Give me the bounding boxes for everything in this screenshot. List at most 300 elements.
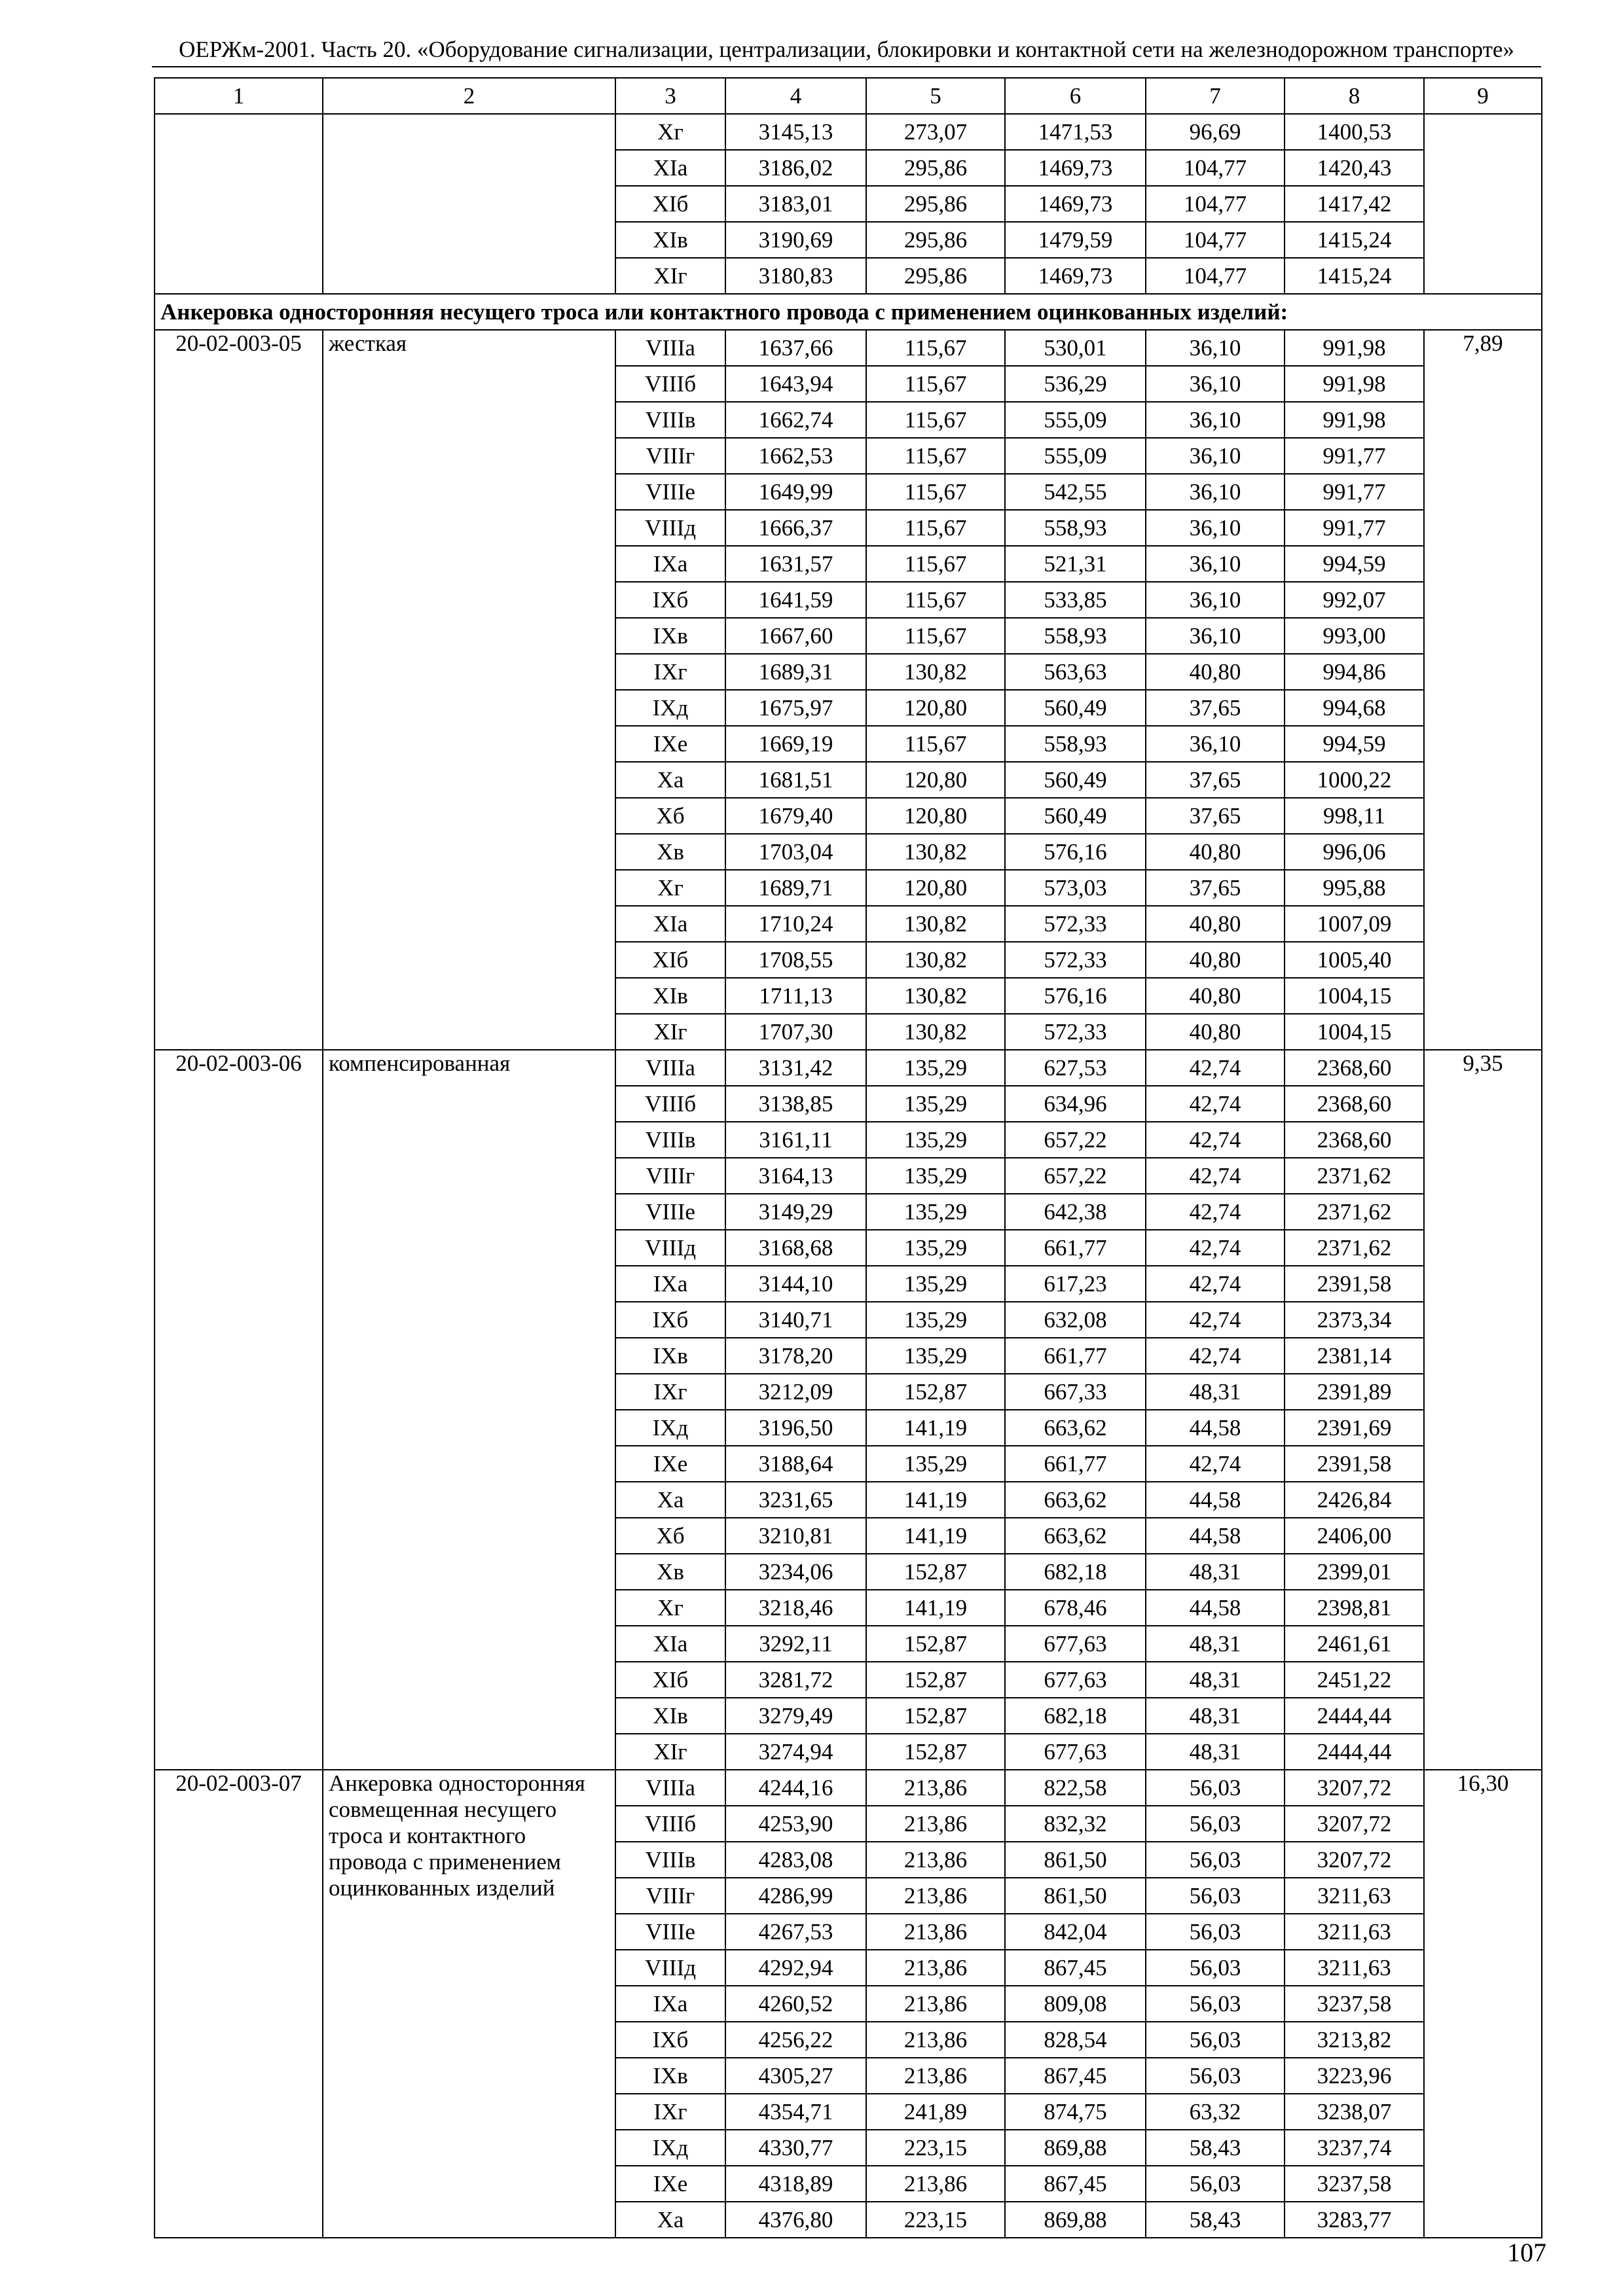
value-cell: Xг — [615, 114, 725, 150]
value-cell: 663,62 — [1005, 1410, 1146, 1446]
value-cell: 273,07 — [866, 114, 1005, 150]
value-cell: 56,03 — [1146, 1950, 1285, 1986]
value-cell: 1666,37 — [725, 510, 866, 546]
value-cell: 1005,40 — [1285, 942, 1424, 978]
table-row — [155, 114, 1542, 150]
value-cell: 3283,77 — [1285, 2202, 1424, 2238]
value-cell: 36,10 — [1146, 726, 1285, 762]
value-cell: 1637,66 — [725, 330, 866, 366]
value-cell: 56,03 — [1146, 1878, 1285, 1914]
value-cell: 869,88 — [1005, 2202, 1146, 2238]
value-cell: 213,86 — [866, 2022, 1005, 2058]
value-cell: 572,33 — [1005, 942, 1146, 978]
value-cell: XIб — [615, 186, 725, 222]
col9-cell — [1424, 114, 1542, 294]
value-cell: 120,80 — [866, 870, 1005, 906]
value-cell: 152,87 — [866, 1626, 1005, 1662]
value-cell: 867,45 — [1005, 2058, 1146, 2094]
value-cell: XIв — [615, 1698, 725, 1734]
value-cell: 3164,13 — [725, 1158, 866, 1194]
value-cell: 995,88 — [1285, 870, 1424, 906]
value-cell: XIa — [615, 150, 725, 186]
value-cell: 42,74 — [1146, 1086, 1285, 1122]
value-cell: 3211,63 — [1285, 1914, 1424, 1950]
value-cell: 1710,24 — [725, 906, 866, 942]
value-cell: 3292,11 — [725, 1626, 866, 1662]
value-cell: 141,19 — [866, 1410, 1005, 1446]
value-cell: 42,74 — [1146, 1230, 1285, 1266]
value-cell: 135,29 — [866, 1446, 1005, 1482]
value-cell: 867,45 — [1005, 1950, 1146, 1986]
value-cell: 2451,22 — [1285, 1662, 1424, 1698]
value-cell: 2406,00 — [1285, 1518, 1424, 1554]
value-cell: 40,80 — [1146, 654, 1285, 690]
value-cell: 48,31 — [1146, 1554, 1285, 1590]
table-row — [155, 1050, 1542, 1086]
value-cell: VIIIa — [615, 1770, 725, 1806]
value-cell: 141,19 — [866, 1518, 1005, 1554]
value-cell: 2399,01 — [1285, 1554, 1424, 1590]
value-cell: 991,77 — [1285, 474, 1424, 510]
value-cell: IXд — [615, 1410, 725, 1446]
value-cell: 58,43 — [1146, 2130, 1285, 2166]
value-cell: 36,10 — [1146, 546, 1285, 582]
value-cell: 44,58 — [1146, 1482, 1285, 1518]
value-cell: 4256,22 — [725, 2022, 866, 2058]
value-cell: IXe — [615, 726, 725, 762]
value-cell: 37,65 — [1146, 798, 1285, 834]
value-cell: 56,03 — [1146, 1986, 1285, 2022]
value-cell: 1469,73 — [1005, 258, 1146, 294]
value-cell: 3144,10 — [725, 1266, 866, 1302]
value-cell: 3274,94 — [725, 1734, 866, 1770]
value-cell: 213,86 — [866, 1950, 1005, 1986]
value-cell: 991,98 — [1285, 402, 1424, 438]
value-cell: 44,58 — [1146, 1590, 1285, 1626]
code-cell: 20-02-003-05 — [155, 330, 323, 1050]
value-cell: 867,45 — [1005, 2166, 1146, 2202]
value-cell: 874,75 — [1005, 2094, 1146, 2130]
value-cell: 58,43 — [1146, 2202, 1285, 2238]
value-cell: 2371,62 — [1285, 1158, 1424, 1194]
table-row — [155, 1770, 1542, 1806]
value-cell: 3218,46 — [725, 1590, 866, 1626]
value-cell: 2368,60 — [1285, 1122, 1424, 1158]
value-cell: IXд — [615, 690, 725, 726]
value-cell: 130,82 — [866, 654, 1005, 690]
value-cell: IXб — [615, 582, 725, 618]
value-cell: 996,06 — [1285, 834, 1424, 870]
value-cell: 3131,42 — [725, 1050, 866, 1086]
value-cell: 677,63 — [1005, 1626, 1146, 1662]
value-cell: 3188,64 — [725, 1446, 866, 1482]
value-cell: 2371,62 — [1285, 1194, 1424, 1230]
value-cell: IXд — [615, 2130, 725, 2166]
value-cell: 3161,11 — [725, 1122, 866, 1158]
value-cell: 992,07 — [1285, 582, 1424, 618]
value-cell: 1679,40 — [725, 798, 866, 834]
page-number: 107 — [1507, 2238, 1546, 2267]
value-cell: 36,10 — [1146, 474, 1285, 510]
value-cell: 555,09 — [1005, 402, 1146, 438]
value-cell: 1707,30 — [725, 1014, 866, 1050]
value-cell: 4253,90 — [725, 1806, 866, 1842]
value-cell: 994,59 — [1285, 726, 1424, 762]
value-cell: 213,86 — [866, 2058, 1005, 2094]
value-cell: IXг — [615, 2094, 725, 2130]
value-cell: 3207,72 — [1285, 1842, 1424, 1878]
value-cell: 37,65 — [1146, 870, 1285, 906]
value-cell: Xa — [615, 1482, 725, 1518]
value-cell: VIIIв — [615, 1122, 725, 1158]
value-cell: 42,74 — [1146, 1338, 1285, 1374]
column-number-row — [155, 78, 1542, 114]
value-cell: 115,67 — [866, 330, 1005, 366]
value-cell: 213,86 — [866, 1986, 1005, 2022]
value-cell: 560,49 — [1005, 762, 1146, 798]
rates-table — [154, 77, 1542, 2238]
value-cell: 2381,14 — [1285, 1338, 1424, 1374]
value-cell: 682,18 — [1005, 1698, 1146, 1734]
value-cell: 1641,59 — [725, 582, 866, 618]
value-cell: 1415,24 — [1285, 222, 1424, 258]
value-cell: 993,00 — [1285, 618, 1424, 654]
value-cell: 141,19 — [866, 1482, 1005, 1518]
value-cell: 42,74 — [1146, 1194, 1285, 1230]
value-cell: XIб — [615, 942, 725, 978]
value-cell: 1662,74 — [725, 402, 866, 438]
value-cell: 152,87 — [866, 1662, 1005, 1698]
value-cell: 56,03 — [1146, 1770, 1285, 1806]
value-cell: VIIIe — [615, 1914, 725, 1950]
value-cell: 56,03 — [1146, 1914, 1285, 1950]
value-cell: 4283,08 — [725, 1842, 866, 1878]
code-cell — [155, 114, 323, 294]
value-cell: 37,65 — [1146, 762, 1285, 798]
value-cell: 36,10 — [1146, 330, 1285, 366]
value-cell: 1662,53 — [725, 438, 866, 474]
value-cell: 3180,83 — [725, 258, 866, 294]
value-cell: 3237,58 — [1285, 1986, 1424, 2022]
value-cell: 104,77 — [1146, 222, 1285, 258]
value-cell: 223,15 — [866, 2130, 1005, 2166]
value-cell: 828,54 — [1005, 2022, 1146, 2058]
value-cell: 104,77 — [1146, 150, 1285, 186]
value-cell: IXг — [615, 654, 725, 690]
value-cell: 48,31 — [1146, 1734, 1285, 1770]
value-cell: 1703,04 — [725, 834, 866, 870]
value-cell: 3238,07 — [1285, 2094, 1424, 2130]
value-cell: 241,89 — [866, 2094, 1005, 2130]
value-cell: 558,93 — [1005, 510, 1146, 546]
column-number-cell: 4 — [725, 78, 866, 114]
value-cell: 3237,74 — [1285, 2130, 1424, 2166]
value-cell: 576,16 — [1005, 978, 1146, 1014]
value-cell: IXб — [615, 1302, 725, 1338]
value-cell: 115,67 — [866, 438, 1005, 474]
value-cell: 3237,58 — [1285, 2166, 1424, 2202]
value-cell: 3207,72 — [1285, 1770, 1424, 1806]
value-cell: 3211,63 — [1285, 1878, 1424, 1914]
value-cell: 2444,44 — [1285, 1698, 1424, 1734]
value-cell: 120,80 — [866, 762, 1005, 798]
value-cell: XIг — [615, 258, 725, 294]
value-cell: 661,77 — [1005, 1446, 1146, 1482]
value-cell: 4292,94 — [725, 1950, 866, 1986]
value-cell: 42,74 — [1146, 1122, 1285, 1158]
value-cell: 115,67 — [866, 582, 1005, 618]
column-number-cell: 7 — [1146, 78, 1285, 114]
value-cell: 563,63 — [1005, 654, 1146, 690]
value-cell: 661,77 — [1005, 1230, 1146, 1266]
value-cell: 521,31 — [1005, 546, 1146, 582]
value-cell: 661,77 — [1005, 1338, 1146, 1374]
name-cell — [323, 114, 615, 294]
value-cell: 135,29 — [866, 1338, 1005, 1374]
value-cell: 3281,72 — [725, 1662, 866, 1698]
value-cell: 130,82 — [866, 834, 1005, 870]
value-cell: 1420,43 — [1285, 150, 1424, 186]
value-cell: 4267,53 — [725, 1914, 866, 1950]
value-cell: 48,31 — [1146, 1662, 1285, 1698]
value-cell: VIIIe — [615, 1194, 725, 1230]
value-cell: 3212,09 — [725, 1374, 866, 1410]
value-cell: 130,82 — [866, 942, 1005, 978]
value-cell: 115,67 — [866, 474, 1005, 510]
value-cell: 2391,58 — [1285, 1446, 1424, 1482]
value-cell: 627,53 — [1005, 1050, 1146, 1086]
code-cell: 20-02-003-07 — [155, 1770, 323, 2238]
value-cell: 36,10 — [1146, 438, 1285, 474]
col9-cell: 16,30 — [1424, 1770, 1542, 2238]
value-cell: 44,58 — [1146, 1518, 1285, 1554]
value-cell: 642,38 — [1005, 1194, 1146, 1230]
value-cell: 135,29 — [866, 1266, 1005, 1302]
value-cell: 3210,81 — [725, 1518, 866, 1554]
value-cell: 869,88 — [1005, 2130, 1146, 2166]
header-rule — [152, 66, 1541, 67]
column-number-cell: 6 — [1005, 78, 1146, 114]
value-cell: 56,03 — [1146, 1806, 1285, 1842]
value-cell: 40,80 — [1146, 1014, 1285, 1050]
value-cell: 130,82 — [866, 978, 1005, 1014]
value-cell: IXв — [615, 1338, 725, 1374]
value-cell: 56,03 — [1146, 1842, 1285, 1878]
value-cell: 104,77 — [1146, 258, 1285, 294]
value-cell: 42,74 — [1146, 1266, 1285, 1302]
value-cell: 115,67 — [866, 546, 1005, 582]
value-cell: 1007,09 — [1285, 906, 1424, 942]
value-cell: 3279,49 — [725, 1698, 866, 1734]
value-cell: 3207,72 — [1285, 1806, 1424, 1842]
value-cell: 1415,24 — [1285, 258, 1424, 294]
value-cell: 295,86 — [866, 258, 1005, 294]
value-cell: 3231,65 — [725, 1482, 866, 1518]
column-number-cell: 5 — [866, 78, 1005, 114]
value-cell: 135,29 — [866, 1050, 1005, 1086]
column-number-cell: 2 — [323, 78, 615, 114]
value-cell: 295,86 — [866, 150, 1005, 186]
value-cell: 135,29 — [866, 1230, 1005, 1266]
value-cell: 3211,63 — [1285, 1950, 1424, 1986]
value-cell: 152,87 — [866, 1554, 1005, 1590]
column-number-cell: 3 — [615, 78, 725, 114]
value-cell: 1689,71 — [725, 870, 866, 906]
value-cell: 632,08 — [1005, 1302, 1146, 1338]
value-cell: 56,03 — [1146, 2058, 1285, 2094]
value-cell: 56,03 — [1146, 2022, 1285, 2058]
value-cell: 678,46 — [1005, 1590, 1146, 1626]
value-cell: 1667,60 — [725, 618, 866, 654]
value-cell: 152,87 — [866, 1734, 1005, 1770]
value-cell: 991,77 — [1285, 510, 1424, 546]
value-cell: 1471,53 — [1005, 114, 1146, 150]
value-cell: 617,23 — [1005, 1266, 1146, 1302]
value-cell: 1000,22 — [1285, 762, 1424, 798]
value-cell: 2371,62 — [1285, 1230, 1424, 1266]
value-cell: 115,67 — [866, 402, 1005, 438]
value-cell: IXв — [615, 2058, 725, 2094]
value-cell: 36,10 — [1146, 402, 1285, 438]
value-cell: Xг — [615, 870, 725, 906]
value-cell: 1689,31 — [725, 654, 866, 690]
value-cell: 44,58 — [1146, 1410, 1285, 1446]
value-cell: 994,86 — [1285, 654, 1424, 690]
value-cell: XIa — [615, 906, 725, 942]
value-cell: 991,98 — [1285, 330, 1424, 366]
value-cell: XIв — [615, 978, 725, 1014]
value-cell: 120,80 — [866, 798, 1005, 834]
value-cell: 4318,89 — [725, 2166, 866, 2202]
name-cell: компенсированная — [323, 1050, 615, 1770]
value-cell: 130,82 — [866, 1014, 1005, 1050]
section-title-row — [155, 294, 1542, 330]
value-cell: 3234,06 — [725, 1554, 866, 1590]
value-cell: 2426,84 — [1285, 1482, 1424, 1518]
value-cell: 2391,89 — [1285, 1374, 1424, 1410]
value-cell: 1400,53 — [1285, 114, 1424, 150]
value-cell: 572,33 — [1005, 1014, 1146, 1050]
value-cell: VIIIa — [615, 1050, 725, 1086]
value-cell: 832,32 — [1005, 1806, 1146, 1842]
value-cell: 530,01 — [1005, 330, 1146, 366]
value-cell: 36,10 — [1146, 366, 1285, 402]
value-cell: 998,11 — [1285, 798, 1424, 834]
value-cell: 96,69 — [1146, 114, 1285, 150]
value-cell: Xв — [615, 1554, 725, 1590]
value-cell: 809,08 — [1005, 1986, 1146, 2022]
value-cell: 3213,82 — [1285, 2022, 1424, 2058]
value-cell: XIг — [615, 1734, 725, 1770]
value-cell: VIIIб — [615, 1806, 725, 1842]
value-cell: VIIIв — [615, 1842, 725, 1878]
value-cell: 2368,60 — [1285, 1086, 1424, 1122]
value-cell: 213,86 — [866, 1914, 1005, 1950]
value-cell: 135,29 — [866, 1158, 1005, 1194]
value-cell: IXa — [615, 1986, 725, 2022]
value-cell: XIб — [615, 1662, 725, 1698]
value-cell: 2368,60 — [1285, 1050, 1424, 1086]
value-cell: 4244,16 — [725, 1770, 866, 1806]
value-cell: 1417,42 — [1285, 186, 1424, 222]
value-cell: 3140,71 — [725, 1302, 866, 1338]
value-cell: 1631,57 — [725, 546, 866, 582]
value-cell: 663,62 — [1005, 1518, 1146, 1554]
value-cell: 634,96 — [1005, 1086, 1146, 1122]
value-cell: 576,16 — [1005, 834, 1146, 870]
code-cell: 20-02-003-06 — [155, 1050, 323, 1770]
value-cell: 56,03 — [1146, 2166, 1285, 2202]
value-cell: 1643,94 — [725, 366, 866, 402]
value-cell: 1675,97 — [725, 690, 866, 726]
value-cell: 213,86 — [866, 1806, 1005, 1842]
value-cell: 48,31 — [1146, 1698, 1285, 1734]
value-cell: 3196,50 — [725, 1410, 866, 1446]
value-cell: 36,10 — [1146, 582, 1285, 618]
value-cell: 4330,77 — [725, 2130, 866, 2166]
page-header: ОЕРЖм-2001. Часть 20. «Оборудование сигнализации, централизации, блокировки и контактной сети на железнодорожном транспорте» — [179, 37, 1514, 62]
value-cell: Xa — [615, 762, 725, 798]
value-cell: 115,67 — [866, 510, 1005, 546]
value-cell: 40,80 — [1146, 942, 1285, 978]
value-cell: IXe — [615, 2166, 725, 2202]
value-cell: 3149,29 — [725, 1194, 866, 1230]
value-cell: 40,80 — [1146, 978, 1285, 1014]
value-cell: 842,04 — [1005, 1914, 1146, 1950]
value-cell: VIIIд — [615, 510, 725, 546]
value-cell: Xб — [615, 1518, 725, 1554]
value-cell: 533,85 — [1005, 582, 1146, 618]
value-cell: 223,15 — [866, 2202, 1005, 2238]
value-cell: 1479,59 — [1005, 222, 1146, 258]
column-number-cell: 8 — [1285, 78, 1424, 114]
value-cell: IXa — [615, 1266, 725, 1302]
value-cell: 560,49 — [1005, 798, 1146, 834]
value-cell: 42,74 — [1146, 1158, 1285, 1194]
value-cell: 1708,55 — [725, 942, 866, 978]
value-cell: 135,29 — [866, 1086, 1005, 1122]
value-cell: 4260,52 — [725, 1986, 866, 2022]
value-cell: VIIIб — [615, 1086, 725, 1122]
column-number-cell: 9 — [1424, 78, 1542, 114]
value-cell: XIa — [615, 1626, 725, 1662]
value-cell: 4354,71 — [725, 2094, 866, 2130]
value-cell: 1681,51 — [725, 762, 866, 798]
value-cell: 558,93 — [1005, 618, 1146, 654]
value-cell: 667,33 — [1005, 1374, 1146, 1410]
value-cell: 3186,02 — [725, 150, 866, 186]
value-cell: 1669,19 — [725, 726, 866, 762]
value-cell: VIIIг — [615, 1158, 725, 1194]
value-cell: 42,74 — [1146, 1302, 1285, 1338]
value-cell: 40,80 — [1146, 906, 1285, 942]
value-cell: VIIIг — [615, 438, 725, 474]
value-cell: 135,29 — [866, 1194, 1005, 1230]
value-cell: 682,18 — [1005, 1554, 1146, 1590]
value-cell: 104,77 — [1146, 186, 1285, 222]
value-cell: 48,31 — [1146, 1374, 1285, 1410]
col9-cell: 9,35 — [1424, 1050, 1542, 1770]
value-cell: 40,80 — [1146, 834, 1285, 870]
value-cell: 295,86 — [866, 186, 1005, 222]
value-cell: 3183,01 — [725, 186, 866, 222]
value-cell: 861,50 — [1005, 1842, 1146, 1878]
value-cell: 991,77 — [1285, 438, 1424, 474]
value-cell: 558,93 — [1005, 726, 1146, 762]
value-cell: 2373,34 — [1285, 1302, 1424, 1338]
value-cell: 2391,58 — [1285, 1266, 1424, 1302]
value-cell: 1649,99 — [725, 474, 866, 510]
